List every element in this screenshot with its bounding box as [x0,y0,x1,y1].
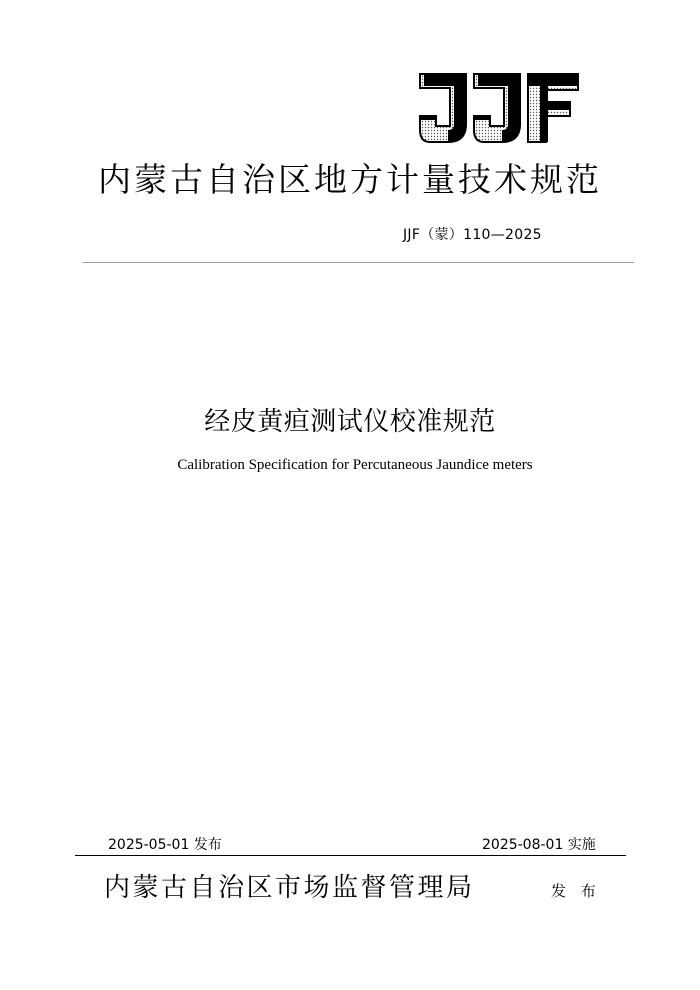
logo-letter-j-2 [474,74,520,142]
header-divider [83,262,634,263]
spec-number: JJF（蒙）110—2025 [403,227,542,243]
logo-letter-j-1 [420,74,466,142]
document-title-english: Calibration Specification for Percutaneous Jaundice meters [177,457,533,473]
effective-date: 2025-08-01 实施 [482,837,596,853]
authority-title: 内蒙古自治区地方计量技术规范 [98,160,602,199]
publish-label: 发 布 [551,882,601,900]
document-title: 经皮黄疸测试仪校准规范 [204,407,496,437]
publisher-name: 内蒙古自治区市场监督管理局 [104,873,475,903]
issue-date: 2025-05-01 发布 [108,837,222,853]
logo-letter-f [528,74,578,142]
footer-divider [75,855,626,856]
jjf-emblem-logo [418,72,580,144]
